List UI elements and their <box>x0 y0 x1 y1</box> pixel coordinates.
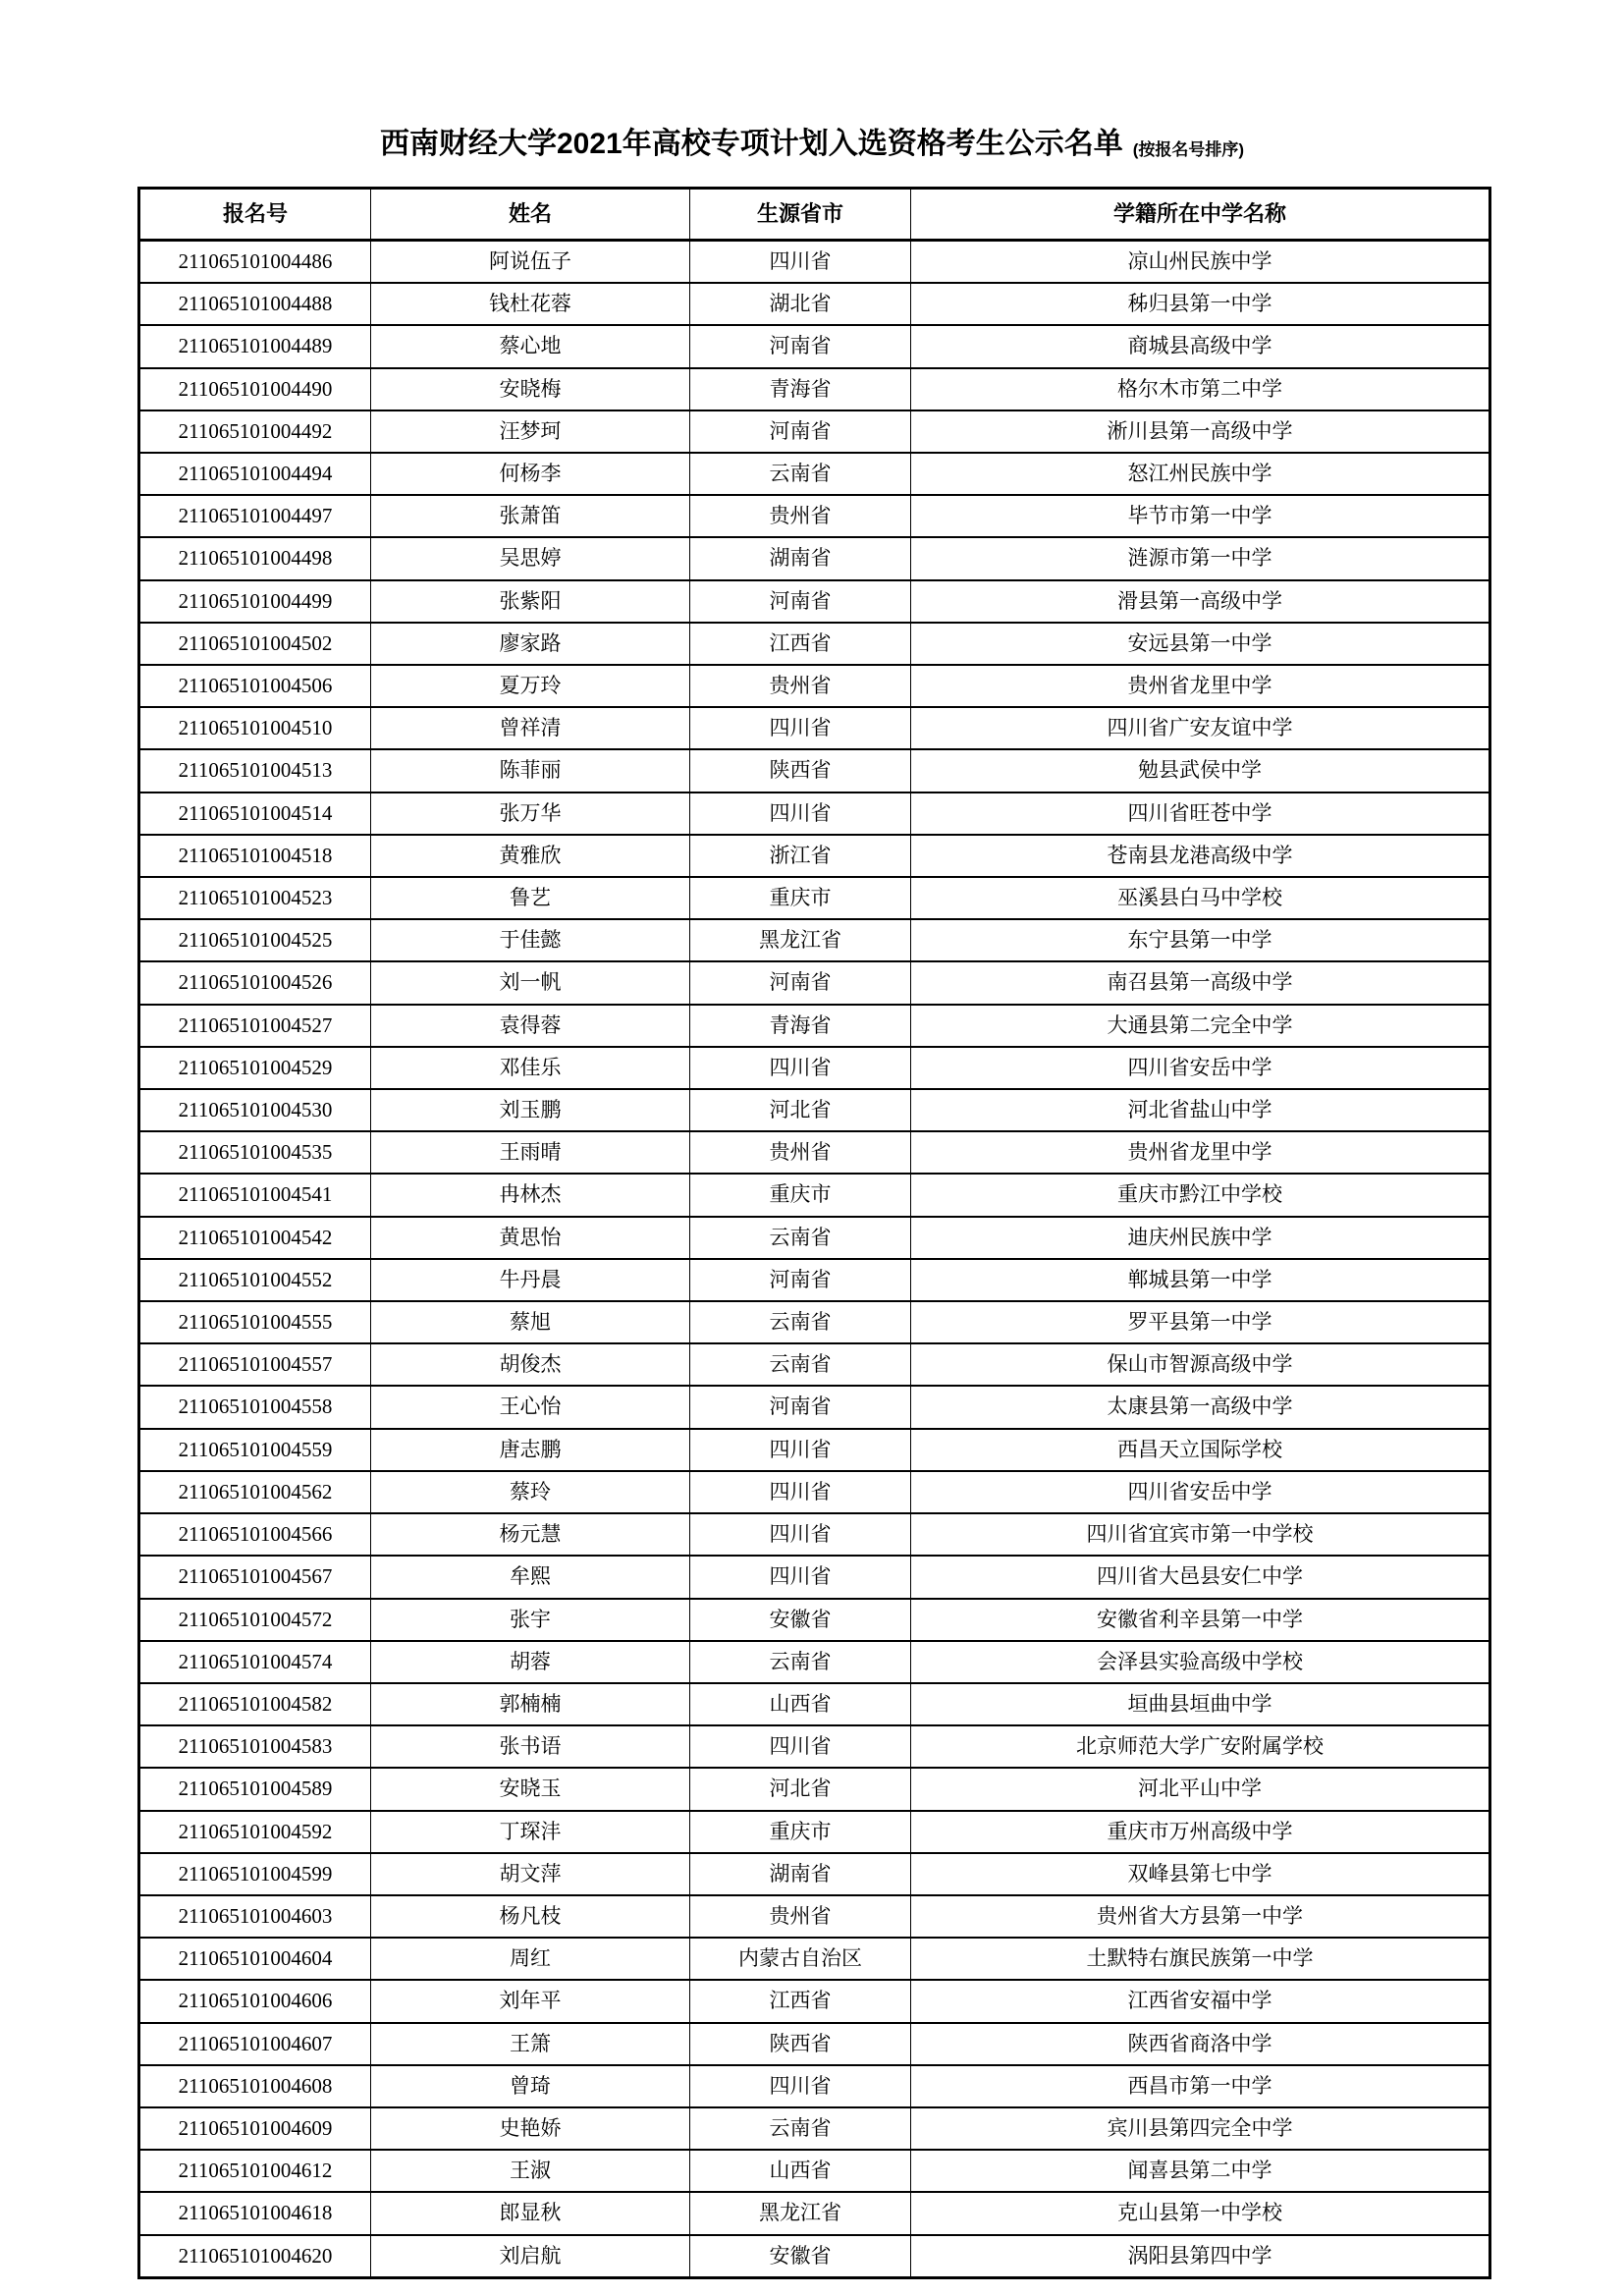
table-row <box>139 1513 1490 1556</box>
table-row <box>139 2192 1490 2234</box>
table-row <box>139 1853 1490 1895</box>
school-name: 土默特右旗民族第一中学 <box>911 1938 1490 1980</box>
source-province: 四川省 <box>690 2065 911 2107</box>
student-name: 邓佳乐 <box>371 1047 690 1089</box>
source-province: 黑龙江省 <box>690 2192 911 2234</box>
school-name: 北京师范大学广安附属学校 <box>911 1725 1490 1768</box>
school-name: 西昌市第一中学 <box>911 2065 1490 2107</box>
source-province: 四川省 <box>690 707 911 749</box>
source-province: 四川省 <box>690 793 911 835</box>
table-row <box>139 1980 1490 2022</box>
school-name: 大通县第二完全中学 <box>911 1005 1490 1047</box>
registration-number: 211065101004488 <box>139 283 371 325</box>
student-name: 郭楠楠 <box>371 1683 690 1725</box>
school-name: 闻喜县第二中学 <box>911 2150 1490 2192</box>
source-province: 贵州省 <box>690 1895 911 1938</box>
school-name: 凉山州民族中学 <box>911 241 1490 284</box>
roster-table <box>137 187 1491 2279</box>
student-name: 夏万玲 <box>371 665 690 707</box>
school-name: 贵州省龙里中学 <box>911 665 1490 707</box>
source-province: 湖北省 <box>690 283 911 325</box>
student-name: 张紫阳 <box>371 580 690 623</box>
source-province: 四川省 <box>690 1047 911 1089</box>
column-header-id: 报名号 <box>139 189 371 241</box>
table-row <box>139 2235 1490 2278</box>
source-province: 重庆市 <box>690 877 911 919</box>
school-name: 格尔木市第二中学 <box>911 368 1490 410</box>
source-province: 陕西省 <box>690 749 911 792</box>
student-name: 牛丹晨 <box>371 1259 690 1301</box>
school-name: 会泽县实验高级中学校 <box>911 1641 1490 1683</box>
school-name: 怒江州民族中学 <box>911 453 1490 495</box>
registration-number: 211065101004530 <box>139 1089 371 1131</box>
table-row <box>139 1683 1490 1725</box>
source-province: 河南省 <box>690 580 911 623</box>
registration-number: 211065101004559 <box>139 1429 371 1471</box>
school-name: 四川省宜宾市第一中学校 <box>911 1513 1490 1556</box>
school-name: 垣曲县垣曲中学 <box>911 1683 1490 1725</box>
table-row <box>139 537 1490 579</box>
table-row <box>139 623 1490 665</box>
column-header-school: 学籍所在中学名称 <box>911 189 1490 241</box>
table-row <box>139 1725 1490 1768</box>
page-subtitle: (按报名号排序) <box>1132 140 1245 159</box>
school-name: 四川省安岳中学 <box>911 1471 1490 1513</box>
registration-number: 211065101004599 <box>139 1853 371 1895</box>
source-province: 青海省 <box>690 1005 911 1047</box>
student-name: 曾祥清 <box>371 707 690 749</box>
source-province: 四川省 <box>690 1556 911 1598</box>
school-name: 四川省安岳中学 <box>911 1047 1490 1089</box>
student-name: 冉林杰 <box>371 1174 690 1216</box>
student-name: 牟熙 <box>371 1556 690 1598</box>
registration-number: 211065101004525 <box>139 919 371 961</box>
registration-number: 211065101004555 <box>139 1301 371 1343</box>
table-row <box>139 1641 1490 1683</box>
student-name: 钱杜花蓉 <box>371 283 690 325</box>
school-name: 安远县第一中学 <box>911 623 1490 665</box>
student-name: 阿说伍子 <box>371 241 690 284</box>
source-province: 贵州省 <box>690 1131 911 1174</box>
student-name: 安晓玉 <box>371 1768 690 1810</box>
school-name: 河北平山中学 <box>911 1768 1490 1810</box>
registration-number: 211065101004542 <box>139 1217 371 1259</box>
table-row <box>139 325 1490 367</box>
table-row <box>139 1259 1490 1301</box>
source-province: 浙江省 <box>690 835 911 877</box>
student-name: 鲁艺 <box>371 877 690 919</box>
table-row <box>139 1429 1490 1471</box>
registration-number: 211065101004618 <box>139 2192 371 2234</box>
school-name: 克山县第一中学校 <box>911 2192 1490 2234</box>
school-name: 四川省大邑县安仁中学 <box>911 1556 1490 1598</box>
registration-number: 211065101004523 <box>139 877 371 919</box>
registration-number: 211065101004498 <box>139 537 371 579</box>
school-name: 滑县第一高级中学 <box>911 580 1490 623</box>
source-province: 四川省 <box>690 1471 911 1513</box>
source-province: 陕西省 <box>690 2023 911 2065</box>
registration-number: 211065101004562 <box>139 1471 371 1513</box>
student-name: 陈菲丽 <box>371 749 690 792</box>
registration-number: 211065101004604 <box>139 1938 371 1980</box>
registration-number: 211065101004497 <box>139 495 371 537</box>
student-name: 黄思怡 <box>371 1217 690 1259</box>
registration-number: 211065101004609 <box>139 2107 371 2150</box>
table-row <box>139 283 1490 325</box>
school-name: 重庆市万州高级中学 <box>911 1811 1490 1853</box>
source-province: 湖南省 <box>690 1853 911 1895</box>
table-row <box>139 1005 1490 1047</box>
registration-number: 211065101004620 <box>139 2235 371 2278</box>
registration-number: 211065101004506 <box>139 665 371 707</box>
school-name: 迪庆州民族中学 <box>911 1217 1490 1259</box>
school-name: 宾川县第四完全中学 <box>911 2107 1490 2150</box>
student-name: 丁琛沣 <box>371 1811 690 1853</box>
source-province: 云南省 <box>690 1343 911 1386</box>
registration-number: 211065101004502 <box>139 623 371 665</box>
registration-number: 211065101004489 <box>139 325 371 367</box>
registration-number: 211065101004492 <box>139 410 371 453</box>
source-province: 贵州省 <box>690 665 911 707</box>
source-province: 安徽省 <box>690 1599 911 1641</box>
student-name: 蔡旭 <box>371 1301 690 1343</box>
student-name: 袁得蓉 <box>371 1005 690 1047</box>
student-name: 王心怡 <box>371 1386 690 1428</box>
student-name: 蔡心地 <box>371 325 690 367</box>
student-name: 刘一帆 <box>371 961 690 1004</box>
registration-number: 211065101004514 <box>139 793 371 835</box>
source-province: 云南省 <box>690 2107 911 2150</box>
school-name: 双峰县第七中学 <box>911 1853 1490 1895</box>
table-row <box>139 1047 1490 1089</box>
source-province: 云南省 <box>690 1217 911 1259</box>
school-name: 罗平县第一中学 <box>911 1301 1490 1343</box>
school-name: 西昌天立国际学校 <box>911 1429 1490 1471</box>
registration-number: 211065101004526 <box>139 961 371 1004</box>
student-name: 何杨李 <box>371 453 690 495</box>
student-name: 张万华 <box>371 793 690 835</box>
table-row <box>139 2150 1490 2192</box>
table-row <box>139 1811 1490 1853</box>
source-province: 贵州省 <box>690 495 911 537</box>
table-row <box>139 1301 1490 1343</box>
student-name: 曾琦 <box>371 2065 690 2107</box>
school-name: 陕西省商洛中学 <box>911 2023 1490 2065</box>
registration-number: 211065101004510 <box>139 707 371 749</box>
student-name: 廖家路 <box>371 623 690 665</box>
table-row <box>139 495 1490 537</box>
school-name: 苍南县龙港高级中学 <box>911 835 1490 877</box>
source-province: 安徽省 <box>690 2235 911 2278</box>
source-province: 四川省 <box>690 1725 911 1768</box>
student-name: 史艳娇 <box>371 2107 690 2150</box>
source-province: 云南省 <box>690 1301 911 1343</box>
source-province: 四川省 <box>690 1429 911 1471</box>
table-row <box>139 368 1490 410</box>
registration-number: 211065101004535 <box>139 1131 371 1174</box>
student-name: 杨凡枝 <box>371 1895 690 1938</box>
source-province: 云南省 <box>690 453 911 495</box>
table-row <box>139 919 1490 961</box>
source-province: 黑龙江省 <box>690 919 911 961</box>
table-row <box>139 707 1490 749</box>
school-name: 南召县第一高级中学 <box>911 961 1490 1004</box>
table-row <box>139 749 1490 792</box>
source-province: 河南省 <box>690 1259 911 1301</box>
source-province: 河南省 <box>690 961 911 1004</box>
table-header-row <box>139 189 1490 241</box>
source-province: 河北省 <box>690 1768 911 1810</box>
source-province: 重庆市 <box>690 1174 911 1216</box>
student-name: 刘玉鹏 <box>371 1089 690 1131</box>
source-province: 四川省 <box>690 241 911 284</box>
source-province: 内蒙古自治区 <box>690 1938 911 1980</box>
table-row <box>139 1938 1490 1980</box>
source-province: 江西省 <box>690 1980 911 2022</box>
table-row <box>139 1386 1490 1428</box>
school-name: 贵州省大方县第一中学 <box>911 1895 1490 1938</box>
student-name: 杨元慧 <box>371 1513 690 1556</box>
student-name: 王箫 <box>371 2023 690 2065</box>
registration-number: 211065101004552 <box>139 1259 371 1301</box>
student-name: 蔡玲 <box>371 1471 690 1513</box>
source-province: 山西省 <box>690 1683 911 1725</box>
table-row <box>139 1556 1490 1598</box>
registration-number: 211065101004494 <box>139 453 371 495</box>
student-name: 刘启航 <box>371 2235 690 2278</box>
registration-number: 211065101004557 <box>139 1343 371 1386</box>
table-row <box>139 665 1490 707</box>
table-row <box>139 1471 1490 1513</box>
student-name: 胡俊杰 <box>371 1343 690 1386</box>
table-row <box>139 1895 1490 1938</box>
registration-number: 211065101004490 <box>139 368 371 410</box>
table-row <box>139 877 1490 919</box>
student-name: 安晓梅 <box>371 368 690 410</box>
title-block <box>0 130 1624 159</box>
school-name: 河北省盐山中学 <box>911 1089 1490 1131</box>
registration-number: 211065101004572 <box>139 1599 371 1641</box>
school-name: 安徽省利辛县第一中学 <box>911 1599 1490 1641</box>
source-province: 山西省 <box>690 2150 911 2192</box>
school-name: 淅川县第一高级中学 <box>911 410 1490 453</box>
student-name: 周红 <box>371 1938 690 1980</box>
registration-number: 211065101004567 <box>139 1556 371 1598</box>
school-name: 东宁县第一中学 <box>911 919 1490 961</box>
registration-number: 211065101004566 <box>139 1513 371 1556</box>
column-header-prov: 生源省市 <box>690 189 911 241</box>
source-province: 河北省 <box>690 1089 911 1131</box>
table-row <box>139 2065 1490 2107</box>
school-name: 江西省安福中学 <box>911 1980 1490 2022</box>
student-name: 王雨晴 <box>371 1131 690 1174</box>
school-name: 秭归县第一中学 <box>911 283 1490 325</box>
roster-table-container <box>137 187 1489 2279</box>
registration-number: 211065101004606 <box>139 1980 371 2022</box>
school-name: 保山市智源高级中学 <box>911 1343 1490 1386</box>
source-province: 重庆市 <box>690 1811 911 1853</box>
registration-number: 211065101004527 <box>139 1005 371 1047</box>
registration-number: 211065101004558 <box>139 1386 371 1428</box>
student-name: 张宇 <box>371 1599 690 1641</box>
student-name: 胡文萍 <box>371 1853 690 1895</box>
registration-number: 211065101004541 <box>139 1174 371 1216</box>
school-name: 四川省旺苍中学 <box>911 793 1490 835</box>
table-row <box>139 1599 1490 1641</box>
table-row <box>139 2107 1490 2150</box>
registration-number: 211065101004529 <box>139 1047 371 1089</box>
source-province: 云南省 <box>690 1641 911 1683</box>
source-province: 青海省 <box>690 368 911 410</box>
school-name: 涡阳县第四中学 <box>911 2235 1490 2278</box>
registration-number: 211065101004592 <box>139 1811 371 1853</box>
registration-number: 211065101004603 <box>139 1895 371 1938</box>
source-province: 河南省 <box>690 325 911 367</box>
table-body <box>139 241 1490 2278</box>
school-name: 贵州省龙里中学 <box>911 1131 1490 1174</box>
table-row <box>139 961 1490 1004</box>
student-name: 张萧笛 <box>371 495 690 537</box>
registration-number: 211065101004608 <box>139 2065 371 2107</box>
student-name: 于佳懿 <box>371 919 690 961</box>
student-name: 胡蓉 <box>371 1641 690 1683</box>
registration-number: 211065101004574 <box>139 1641 371 1683</box>
registration-number: 211065101004589 <box>139 1768 371 1810</box>
student-name: 郎显秋 <box>371 2192 690 2234</box>
table-row <box>139 793 1490 835</box>
school-name: 涟源市第一中学 <box>911 537 1490 579</box>
school-name: 巫溪县白马中学校 <box>911 877 1490 919</box>
table-row <box>139 1174 1490 1216</box>
column-header-name: 姓名 <box>371 189 690 241</box>
student-name: 唐志鹏 <box>371 1429 690 1471</box>
school-name: 四川省广安友谊中学 <box>911 707 1490 749</box>
registration-number: 211065101004612 <box>139 2150 371 2192</box>
table-row <box>139 453 1490 495</box>
student-name: 刘年平 <box>371 1980 690 2022</box>
student-name: 黄雅欣 <box>371 835 690 877</box>
table-header <box>139 189 1490 241</box>
table-row <box>139 835 1490 877</box>
table-row <box>139 1131 1490 1174</box>
school-name: 勉县武侯中学 <box>911 749 1490 792</box>
table-row <box>139 1343 1490 1386</box>
table-row <box>139 1217 1490 1259</box>
table-row <box>139 2023 1490 2065</box>
school-name: 重庆市黔江中学校 <box>911 1174 1490 1216</box>
table-row <box>139 1768 1490 1810</box>
student-name: 汪梦珂 <box>371 410 690 453</box>
table-row <box>139 580 1490 623</box>
school-name: 太康县第一高级中学 <box>911 1386 1490 1428</box>
table-row <box>139 1089 1490 1131</box>
school-name: 郸城县第一中学 <box>911 1259 1490 1301</box>
student-name: 张书语 <box>371 1725 690 1768</box>
source-province: 河南省 <box>690 410 911 453</box>
registration-number: 211065101004513 <box>139 749 371 792</box>
registration-number: 211065101004518 <box>139 835 371 877</box>
source-province: 湖南省 <box>690 537 911 579</box>
source-province: 江西省 <box>690 623 911 665</box>
registration-number: 211065101004607 <box>139 2023 371 2065</box>
student-name: 吴思婷 <box>371 537 690 579</box>
table-row <box>139 241 1490 284</box>
table-row <box>139 410 1490 453</box>
school-name: 毕节市第一中学 <box>911 495 1490 537</box>
student-name: 王淑 <box>371 2150 690 2192</box>
registration-number: 211065101004582 <box>139 1683 371 1725</box>
registration-number: 211065101004486 <box>139 241 371 284</box>
registration-number: 211065101004583 <box>139 1725 371 1768</box>
school-name: 商城县高级中学 <box>911 325 1490 367</box>
source-province: 河南省 <box>690 1386 911 1428</box>
source-province: 四川省 <box>690 1513 911 1556</box>
registration-number: 211065101004499 <box>139 580 371 623</box>
page-title: 西南财经大学2021年高校专项计划入选资格考生公示名单 <box>379 128 1123 160</box>
